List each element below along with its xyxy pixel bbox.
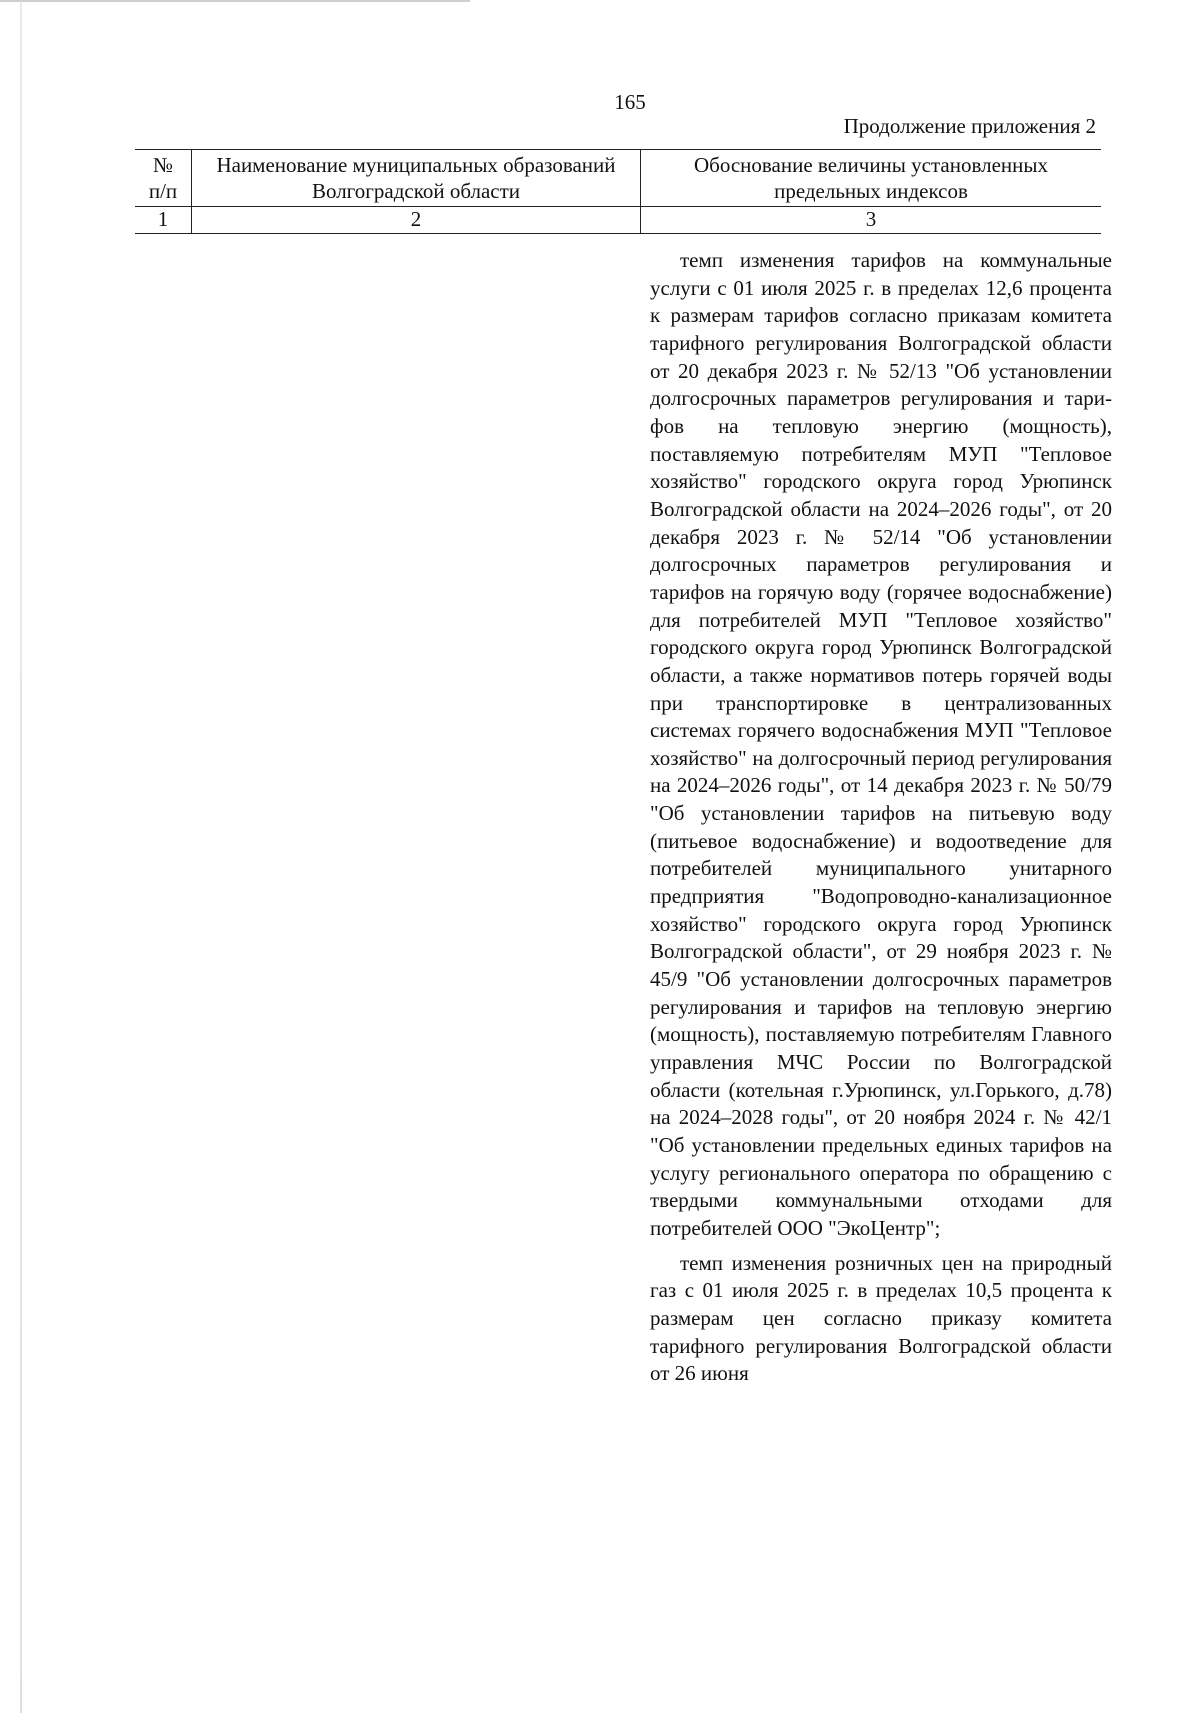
header-number-label: № п/п (148, 153, 178, 203)
header-cell-number (135, 150, 192, 207)
page-number: 165 (614, 90, 646, 114)
appendix-note: Продолжение приложения 2 (843, 114, 1096, 138)
column-number-1: 1 (135, 207, 192, 234)
scan-artifact-edge (20, 0, 22, 1713)
column-number-2: 2 (192, 207, 641, 234)
header-cell-justification (641, 150, 1102, 207)
scan-artifact-top (0, 0, 470, 2)
justification-text (650, 247, 1112, 1388)
paragraph-gas-prices: темп изменения розничных цен на природный газ с 01 июля 2025 г. в пределах 10,5 процента к размерам цен согласно приказу комитета тарифного регулирования Волгоградской области от 26 июня (650, 1250, 1112, 1386)
column-number-3: 3 (641, 207, 1102, 234)
table-header-row (135, 150, 1101, 207)
header-municipality-label: Наименование муниципальных образований Волгоградской области (216, 153, 616, 203)
header-cell-municipality (192, 150, 641, 207)
header-justification-label: Обоснование величины установленных предельных индексов (693, 153, 1048, 203)
paragraph-utilities-tariffs: темп изменения тарифов на коммунальные услуги с 01 июля 2025 г. в пределах 12,6 процента к размерам тарифов согласно приказам комитета тарифного регулирования Волгоградской области от 20 декабря 2023 г. № 52/13 "Об установлении долгосрочных параметров регулирования и тарифов на тепловую энергию (мощность), поставляемую потребителям МУП "Тепловое хозяйство" городского округа город Урюпинск Волгоградской области на 2024–2026 годы", от 20 декабря 2023 г. № 52/14 "Об установлении долгосрочных параметров регулирования и тарифов на горячую воду (горячее водоснабжение) для потребителей МУП "Тепловое хозяйство" городского округа город Урюпинск Волгоградской области, а также нормативов потерь горячей воды при транспортировке в централизованных системах горячего водоснабжения МУП "Тепловое хозяйство" на долгосрочный период регулирования на 2024–2026 годы", от 14 декабря 2023 г. № 50/79 "Об установлении тарифов на питьевую воду (питьевое водоснабжение) и водоотведение для потребителей муниципального унитарного предприятия "Водопроводно-канализационное хозяйство" городского округа город Урюпинск Волгоградской области", от 29 ноября 2023 г. № 45/9 "Об установлении долгосрочных параметров регулирования и тарифов на тепловую энергию (мощность), поставляемую потребителям Главного управления МЧС России по Волгоградской области (котельная г.Урюпинск, ул.Горького, д.78) на 2024–2028 годы", от 20 ноября 2024 г. № 42/1 "Об установлении предельных единых тарифов на услугу регионального оператора по обращению с твердыми коммунальными отходами для потребителей ООО "ЭкоЦентр"; (650, 248, 1112, 1240)
column-number-row (135, 207, 1101, 234)
table-header (135, 149, 1101, 234)
